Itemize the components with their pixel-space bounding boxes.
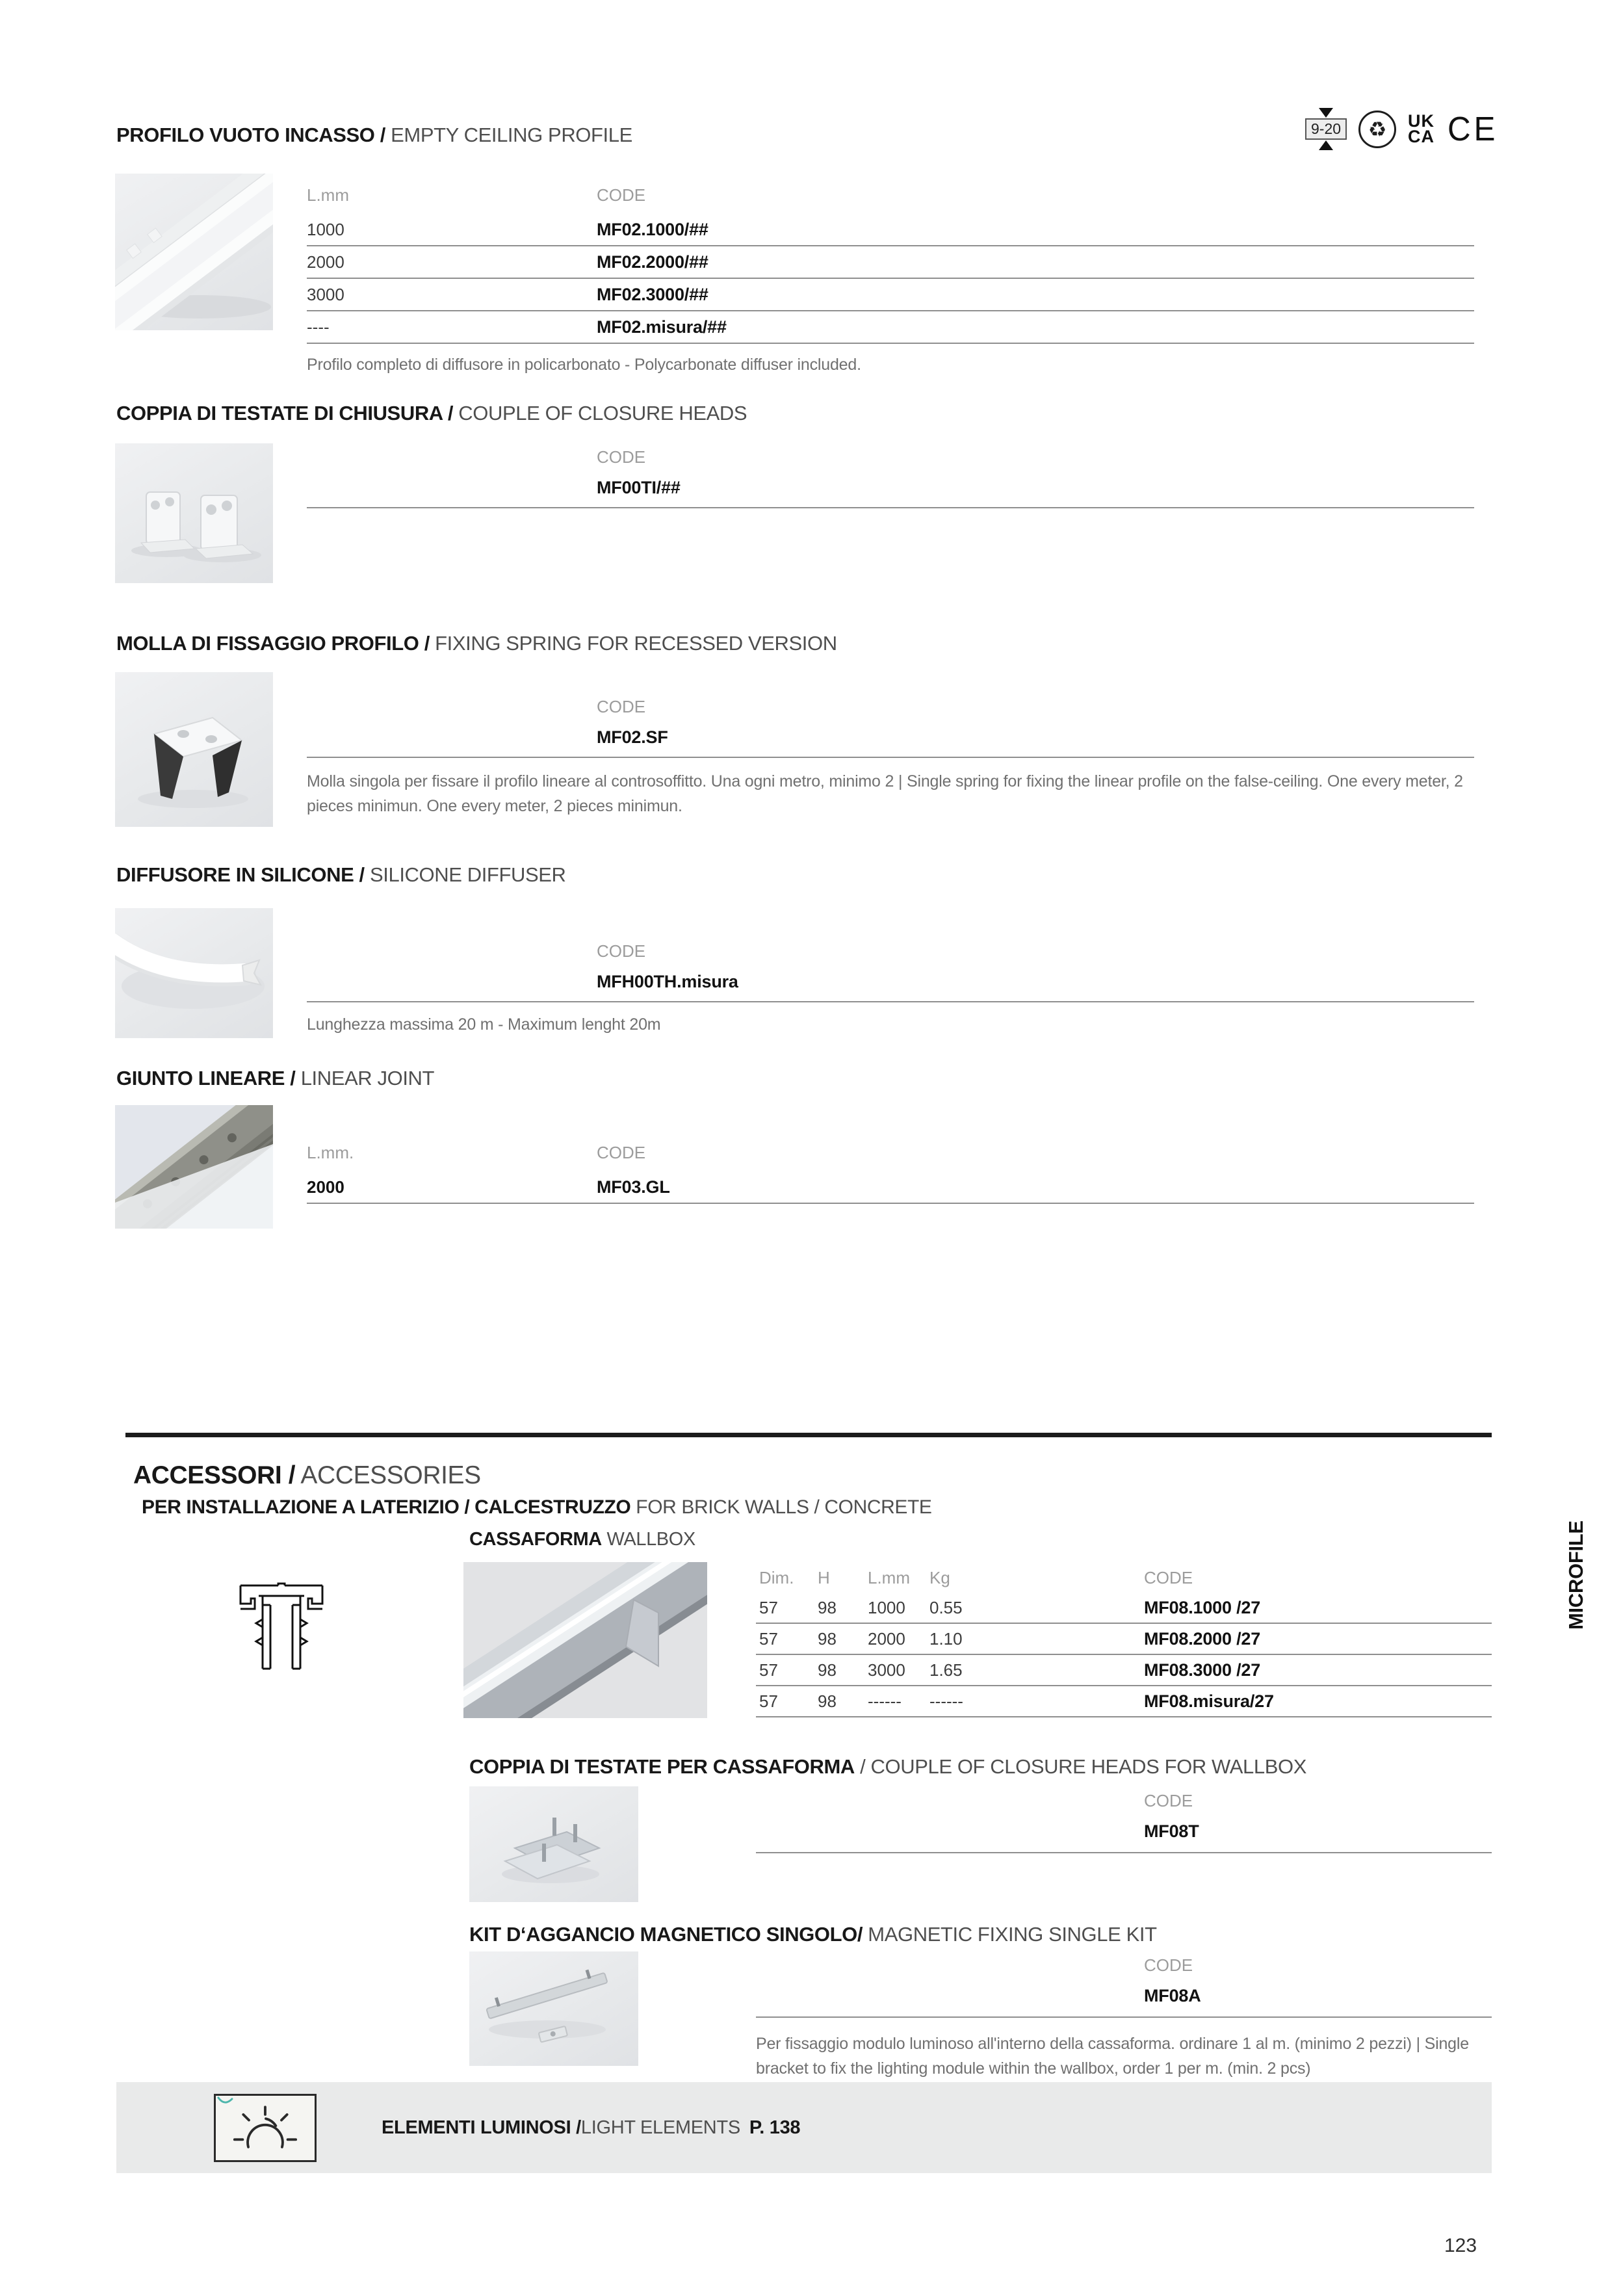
recycle-icon: ♻ xyxy=(1358,111,1396,148)
lamp-icon xyxy=(214,2094,317,2162)
accessories-title: ACCESSORI / ACCESSORIES xyxy=(133,1461,481,1489)
page-number: 123 xyxy=(1444,2235,1477,2256)
profile-photo xyxy=(115,174,273,330)
series-side-label: MICROFILE xyxy=(1565,1520,1587,1630)
section-title-linear-joint: GIUNTO LINEARE / LINEAR JOINT xyxy=(116,1067,435,1089)
fixing-spring-note: Molla singola per fissare il profilo lineare al controsoffitto. Una ogni metro, minimo 2 | Single spring for fixing the linear profile on the false-ceiling. One every meter, 2 pieces minimun. One every meter, 2 pieces minimun. xyxy=(307,772,1463,815)
rule xyxy=(307,507,1474,508)
section-title-closure-heads: COPPIA DI TESTATE DI CHIUSURA / COUPLE OF CLOSURE HEADS xyxy=(116,402,747,424)
wallbox-heads-code-block: CODE MF08T xyxy=(756,1791,1492,1853)
linear-joint-photo xyxy=(115,1105,273,1229)
table-row: 57 98 3000 1.65 MF08.3000 /27 xyxy=(756,1655,1492,1686)
ukca-mark: UK CA xyxy=(1408,111,1435,146)
arrow-up-icon xyxy=(1319,140,1333,150)
table-row: 2000 MF02.2000/## xyxy=(307,246,1474,279)
magnetic-kit-title: KIT D‘AGGANCIO MAGNETICO SINGOLO/ MAGNETIC FIXING SINGLE KIT xyxy=(469,1923,1157,1946)
table-row: 3000 MF02.3000/## xyxy=(307,279,1474,311)
arrow-down-icon xyxy=(1319,108,1333,118)
closure-heads-code-block: CODE MF00TI/## xyxy=(307,447,1474,508)
ce-mark: CE xyxy=(1448,110,1499,148)
magnetic-kit-photo xyxy=(469,1951,638,2066)
section-divider xyxy=(125,1433,1492,1437)
section-title-fixing-spring: MOLLA DI FISSAGGIO PROFILO / FIXING SPRING FOR RECESSED VERSION xyxy=(116,632,837,655)
table-row: 1000 MF02.1000/## xyxy=(307,214,1474,246)
accessories-subtitle: PER INSTALLAZIONE A LATERIZIO / CALCESTRUZZO FOR BRICK WALLS / CONCRETE xyxy=(142,1496,932,1518)
table-row: 57 98 1000 0.55 MF08.1000 /27 xyxy=(756,1593,1492,1624)
section-title-silicone-diffuser: DIFFUSORE IN SILICONE / SILICONE DIFFUSER xyxy=(116,863,566,886)
wallbox-title: CASSAFORMA WALLBOX xyxy=(469,1529,695,1550)
section-title-empty-ceiling-profile: PROFILO VUOTO INCASSO / EMPTY CEILING PROFILE xyxy=(116,124,632,146)
height-range-value: 9-20 xyxy=(1305,118,1347,140)
silicone-diffuser-code-block: CODE MFH00TH.misura Lunghezza massima 20 m - Maximum lenght 20m xyxy=(307,941,1474,1037)
rule xyxy=(307,757,1474,758)
light-elements-banner xyxy=(116,2082,1492,2173)
table-row: ---- MF02.misura/## xyxy=(307,311,1474,344)
magnetic-kit-note: Per fissaggio modulo luminoso all'interno della cassaforma. ordinare 1 al m. (minimo 2 pezzi) | Single bracket to fix the lighting module within the wallbox, order 1 per m. (min. 2 pcs) xyxy=(756,2035,1469,2078)
wallbox-photo xyxy=(463,1562,707,1718)
page-reference: P. 138 xyxy=(749,2117,801,2138)
fixing-spring-photo xyxy=(115,672,273,827)
light-elements-label: ELEMENTI LUMINOSI / LIGHT ELEMENTS P. 138 xyxy=(382,2117,801,2138)
silicone-diffuser-photo xyxy=(115,908,273,1038)
silicone-diffuser-note: Lunghezza massima 20 m - Maximum lenght 20m xyxy=(307,1015,661,1034)
linear-joint-table-header: L.mm. CODE xyxy=(307,1143,646,1162)
closure-heads-photo xyxy=(115,443,273,583)
rule xyxy=(756,2016,1492,2018)
wallbox-heads-title: COPPIA DI TESTATE PER CASSAFORMA / COUPLE OF CLOSURE HEADS FOR WALLBOX xyxy=(469,1755,1306,1778)
linear-joint-table xyxy=(307,1143,1474,1204)
wallbox-section-drawing xyxy=(233,1576,330,1675)
profile-table-header: L.mm CODE xyxy=(307,185,646,205)
height-range-icon xyxy=(1305,108,1347,150)
table-row: 2000 MF03.GL xyxy=(307,1171,1474,1204)
profile-note: Profilo completo di diffusore in policarbonato - Polycarbonate diffuser included. xyxy=(307,356,861,374)
wallbox-table xyxy=(756,1568,1492,1717)
wallbox-heads-photo xyxy=(469,1786,638,1902)
table-row: 57 98 ------ ------ MF08.misura/27 xyxy=(756,1686,1492,1717)
table-row: 57 98 2000 1.10 MF08.2000 /27 xyxy=(756,1624,1492,1655)
fixing-spring-code-block: CODE MF02.SF Molla singola per fissare il profilo lineare al controsoffitto. Una ogni metro, minimo 2 | Single spring for fixing the linear profile on the false-ceiling. One every meter, 2 pieces minimun. One every meter, 2 pieces minimun. xyxy=(307,697,1474,818)
wallbox-table-header: Dim. H L.mm Kg CODE xyxy=(759,1568,1193,1587)
rule xyxy=(756,1852,1492,1853)
magnetic-kit-code-block: CODE MF08A Per fissaggio modulo luminoso all'interno della cassaforma. ordinare 1 al m. (minimo 2 pezzi) | Single bracket to fix the lighting module within the wallbox, order 1 per m. (min. 2 pcs) xyxy=(756,1955,1492,2081)
profile-table xyxy=(307,185,1474,378)
rule xyxy=(307,1001,1474,1002)
certification-icons xyxy=(1305,108,1500,150)
